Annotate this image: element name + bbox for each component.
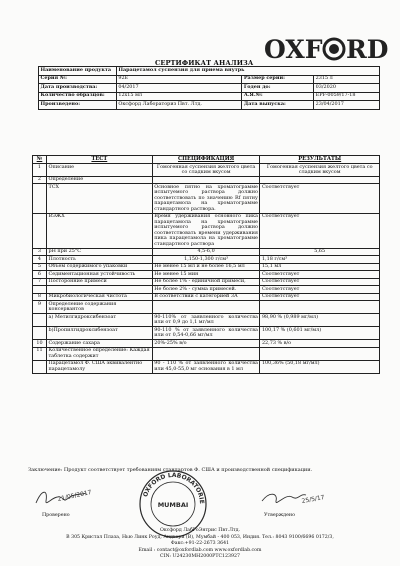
header-value: Парацетамол суспензия для приема внутрь — [116, 67, 379, 76]
cell-result: Соответствует — [260, 213, 380, 248]
cell-result — [260, 347, 380, 360]
company-address-footer — [20, 528, 380, 561]
cell-specification: Время удерживания основного пика парацетамола на хроматограмме испытуемого раствора должно соответствовать времени удерживания пика парацетамола на хроматограмме стандартного раствора — [154, 213, 258, 247]
address-line: Оксфорд ЛабРоЭнтрис Пвт.Лтд. — [159, 528, 240, 533]
cell-no: 9 — [33, 301, 47, 314]
cell-specification: 90-110 % от заявленного количества или от 0,54-0,66 мг/мл — [154, 326, 258, 339]
cell-specification: В соответствии с категорией 3А — [152, 293, 260, 300]
cell-result: 1,18 г/см³ — [260, 256, 380, 263]
header-value: EPF-0059/17-18 — [314, 92, 380, 101]
cell-specification: 90-110% от заявленного количества или от 0,9 до 1,1 мг/мл — [154, 313, 258, 326]
svg-text:21/05/2017: 21/05/2017 — [56, 488, 93, 503]
col-header-spec: СПЕЦИФИКАЦИЯ — [152, 156, 260, 164]
cell-test: Определение содержания консервантов — [46, 301, 152, 314]
svg-text:25/5/17: 25/5/17 — [301, 494, 326, 505]
cell-specification: Не менее 15 мин — [152, 271, 260, 278]
header-value: 12x15 мл — [116, 92, 242, 101]
cell-result — [260, 176, 380, 183]
cell-no: 2 — [33, 176, 47, 183]
header-label: Дата производства: — [39, 84, 117, 93]
cell-no — [33, 314, 47, 327]
cell-no: 1 — [33, 164, 47, 177]
approved-label: Утверждено — [264, 513, 296, 518]
cell-no — [33, 213, 47, 248]
cell-no — [33, 360, 47, 373]
cell-no: 11 — [33, 347, 47, 360]
header-label: Количество образцов: — [39, 92, 117, 101]
table-row — [33, 263, 380, 270]
header-value: 92E — [116, 75, 242, 84]
table-row — [33, 278, 380, 285]
cell-test: Описание — [46, 164, 152, 177]
table-row — [33, 184, 380, 213]
table-row — [33, 164, 380, 177]
cell-result: 100,17 % (0,601 мг/мл) — [260, 327, 380, 340]
cell-result: Соответствует — [260, 271, 380, 278]
cell-no: 3 — [33, 248, 47, 255]
cell-no — [33, 184, 47, 213]
cell-result: 100,36% (50,18 мг/мл) — [260, 360, 380, 373]
stamp-center-text: MUMBAI — [157, 501, 189, 509]
cell-no — [33, 286, 47, 293]
cell-test: Объем содержимого упаковки — [46, 263, 152, 270]
cell-specification: 4,5-6,0 — [152, 248, 260, 255]
header-row — [39, 84, 380, 93]
header-value: 03/2020 — [314, 84, 380, 93]
cell-result: Соответствует — [260, 286, 380, 293]
checker-signature — [32, 487, 93, 509]
stamp-ring-text: OXFORD LABORATORIE — [142, 471, 206, 505]
header-value: 04/2017 — [116, 84, 242, 93]
cell-test: Плотность — [46, 256, 152, 263]
address-line: Email : contact@oxfordlab.com www.oxfordlab.com — [138, 547, 262, 553]
svg-text:OXF: OXF — [264, 35, 323, 64]
header-row — [39, 92, 380, 101]
cell-specification — [152, 176, 260, 183]
cell-result: Гомогенная суспензия желтого цвета со сладким вкусом — [260, 164, 380, 177]
document-title: СЕРТИФИКАТ АНАЛИЗА — [155, 59, 254, 67]
cell-result: Соответствует — [260, 184, 380, 213]
cell-specification: 1,150-1,300 г/см³ — [152, 256, 260, 263]
cell-result: 22,73 % в/о — [260, 340, 380, 347]
header-label: Серия №: — [39, 75, 117, 84]
table-row — [33, 327, 380, 340]
product-header-table — [38, 66, 380, 110]
cell-test: Определение — [46, 176, 152, 183]
header-row — [39, 75, 380, 84]
address-line: В 305 Кристал Плаза, Нью Линк Роуд, Андхери (В), Мумбай - 400 053, Индия. Тел.: 8043 9100/6696 0172/3, — [66, 534, 334, 540]
header-label: Наименование продукта — [39, 67, 117, 76]
cell-no: 6 — [33, 271, 47, 278]
header-label: Годен до: — [242, 84, 314, 93]
cell-no — [33, 327, 47, 340]
cell-test: Содержание сахара — [46, 340, 152, 347]
cell-no: 4 — [33, 256, 47, 263]
table-row — [33, 347, 380, 360]
cell-no: 7 — [33, 278, 47, 285]
oxford-logo — [262, 28, 389, 68]
table-row — [33, 213, 380, 248]
cell-specification: Основное пятно на хроматограмме испытуемого раствора должно соответствовать по значению Rf пятну парацетамола на хроматограмме стандартного раствора. — [154, 183, 258, 212]
test-results-table — [32, 155, 380, 374]
svg-text:RD: RD — [346, 35, 389, 64]
cell-specification — [152, 301, 260, 314]
table-row — [33, 293, 380, 300]
address-line: Факс:+91-22-2673 3641 — [170, 541, 230, 547]
checked-label: Проверено — [42, 513, 70, 518]
col-header-test: ТЕСТ — [46, 156, 152, 164]
table-row — [33, 301, 380, 314]
cell-result: 5,65 — [260, 248, 380, 255]
cell-test: Посторонние примеси — [46, 278, 152, 285]
cell-test: ТСХ — [46, 184, 152, 213]
header-label: А.Я.№: — [242, 92, 314, 101]
cell-no: 10 — [33, 340, 47, 347]
cell-specification: Не более 2% - сумма примесей. — [152, 286, 260, 293]
table-row — [33, 314, 380, 327]
cell-test: ВЭЖХ — [46, 213, 152, 248]
header-label: Произведено: — [39, 101, 117, 110]
conclusion-text: Заключение: Продукт соответствует требованиям стандартов Ф. США и производственной спецификации. — [28, 467, 313, 473]
cell-no: 8 — [33, 293, 47, 300]
svg-text:OXFORD LABORATORIES — [138, 469, 205, 504]
header-value: 2315 л — [314, 75, 380, 84]
col-header-no: № — [33, 156, 47, 164]
cell-result: 98,90 % (0,989 мг/мл) — [260, 314, 380, 327]
cell-test: а) Метилгидроксибензоат — [46, 314, 152, 327]
cell-specification: Не более 1% - единичной примеси, — [152, 278, 260, 285]
cell-test: Количественное определение: Каждая таблетка содержит — [46, 347, 152, 360]
cell-specification — [152, 347, 260, 360]
cell-result: Соответствует — [260, 278, 380, 285]
header-row — [39, 101, 380, 110]
cell-test: pH при 25°C — [46, 248, 152, 255]
table-row — [33, 248, 380, 255]
oxford-logo-graphic — [262, 28, 389, 68]
header-value: Оксфорд Лабораториз Пвт. Лтд. — [116, 101, 242, 110]
cell-result: 15,1 мл — [260, 263, 380, 270]
cell-test: Микробиологическая чистота — [46, 293, 152, 300]
col-header-results: РЕЗУЛЬТАТЫ — [260, 156, 380, 164]
table-row — [33, 360, 380, 373]
cell-no: 5 — [33, 263, 47, 270]
table-row — [33, 340, 380, 347]
cell-result — [260, 301, 380, 314]
approver-signature — [258, 487, 328, 511]
address-line: CIN: U24230MH2000PTC123927 — [160, 554, 240, 560]
table-header-row — [33, 156, 380, 164]
table-row — [33, 176, 380, 183]
header-row — [39, 67, 380, 76]
cell-specification: Не менее 15 мл и не более 16,5 мл — [152, 263, 260, 270]
header-label: Размер серии: — [242, 75, 314, 84]
header-value: 23/04/2017 — [314, 101, 380, 110]
cell-test: Парацетамол Ф. США эквивалентно парацетамолу — [46, 360, 152, 373]
header-label: Дата выпуска: — [242, 101, 314, 110]
cell-test: Седиментационная устойчивость — [46, 271, 152, 278]
cell-result: Соответствует — [260, 293, 380, 300]
cell-test: b)Пропилгидроксибензоат — [46, 327, 152, 340]
cell-specification: 20%-25% в/о — [152, 340, 260, 347]
cell-specification: Гомогенная суспензия желтого цвета со сладким вкусом — [152, 164, 260, 177]
cell-specification: 90 - 110 % от заявленного количества или 45,0-55,0 мг основания в 1 мл — [154, 360, 258, 372]
